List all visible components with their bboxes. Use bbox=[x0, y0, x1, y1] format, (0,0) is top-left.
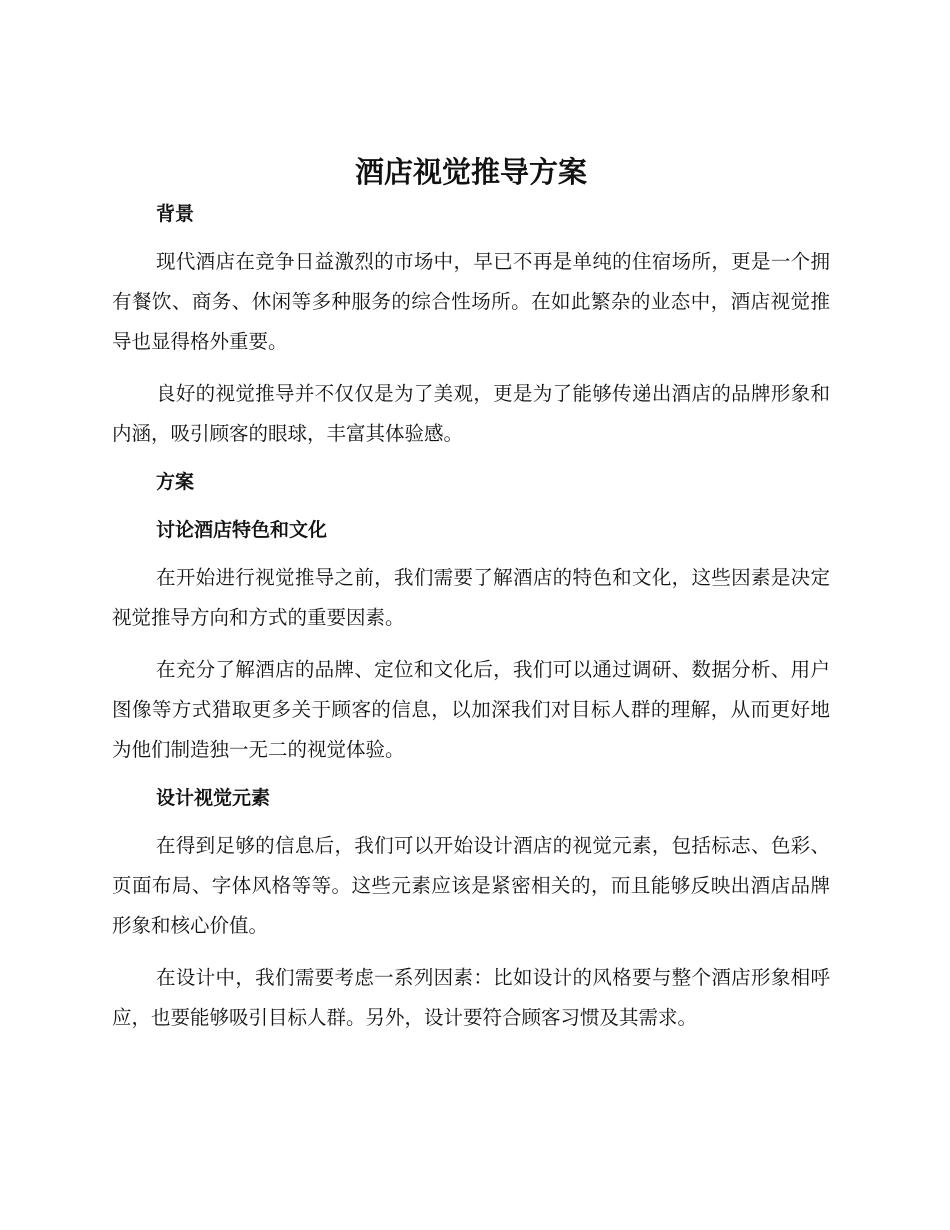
paragraph-discuss-1: 在开始进行视觉推导之前，我们需要了解酒店的特色和文化，这些因素是决定视觉推导方向和方式的重要因素。 bbox=[112, 566, 830, 629]
spacer bbox=[112, 362, 830, 374]
paragraph-discuss-2: 在充分了解酒店的品牌、定位和文化后，我们可以通过调研、数据分析、用户图像等方式猎取更多关于顾客的信息，以加深我们对目标人群的理解，从而更好地为他们制造独一无二的视觉体验。 bbox=[112, 658, 830, 761]
spacer bbox=[112, 814, 830, 826]
section-heading-plan: 方案 bbox=[156, 471, 195, 493]
document-page bbox=[112, 150, 830, 1038]
spacer bbox=[112, 638, 830, 650]
spacer bbox=[112, 498, 830, 514]
spacer bbox=[112, 546, 830, 558]
section-heading-background: 背景 bbox=[156, 203, 195, 225]
spacer bbox=[112, 770, 830, 782]
spacer bbox=[112, 230, 830, 242]
section-heading-discuss: 讨论酒店特色和文化 bbox=[156, 519, 328, 541]
paragraph-design-2: 在设计中，我们需要考虑一系列因素：比如设计的风格要与整个酒店形象相呼应，也要能够吸引目标人群。另外，设计要符合顾客习惯及其需求。 bbox=[112, 966, 830, 1029]
paragraph-background-1: 现代酒店在竞争日益激烈的市场中，早已不再是单纯的住宿场所，更是一个拥有餐饮、商务、休闲等多种服务的综合性场所。在如此繁杂的业态中，酒店视觉推导也显得格外重要。 bbox=[112, 250, 830, 353]
page-title: 酒店视觉推导方案 bbox=[354, 155, 587, 189]
spacer bbox=[112, 946, 830, 958]
section-heading-design: 设计视觉元素 bbox=[156, 787, 271, 809]
spacer bbox=[112, 454, 830, 466]
paragraph-design-1: 在得到足够的信息后，我们可以开始设计酒店的视觉元素，包括标志、色彩、页面布局、字体风格等等。这些元素应该是紧密相关的，而且能够反映出酒店品牌形象和核心价值。 bbox=[112, 834, 830, 937]
paragraph-background-2: 良好的视觉推导并不仅仅是为了美观，更是为了能够传递出酒店的品牌形象和内涵，吸引顾客的眼球，丰富其体验感。 bbox=[112, 382, 830, 445]
